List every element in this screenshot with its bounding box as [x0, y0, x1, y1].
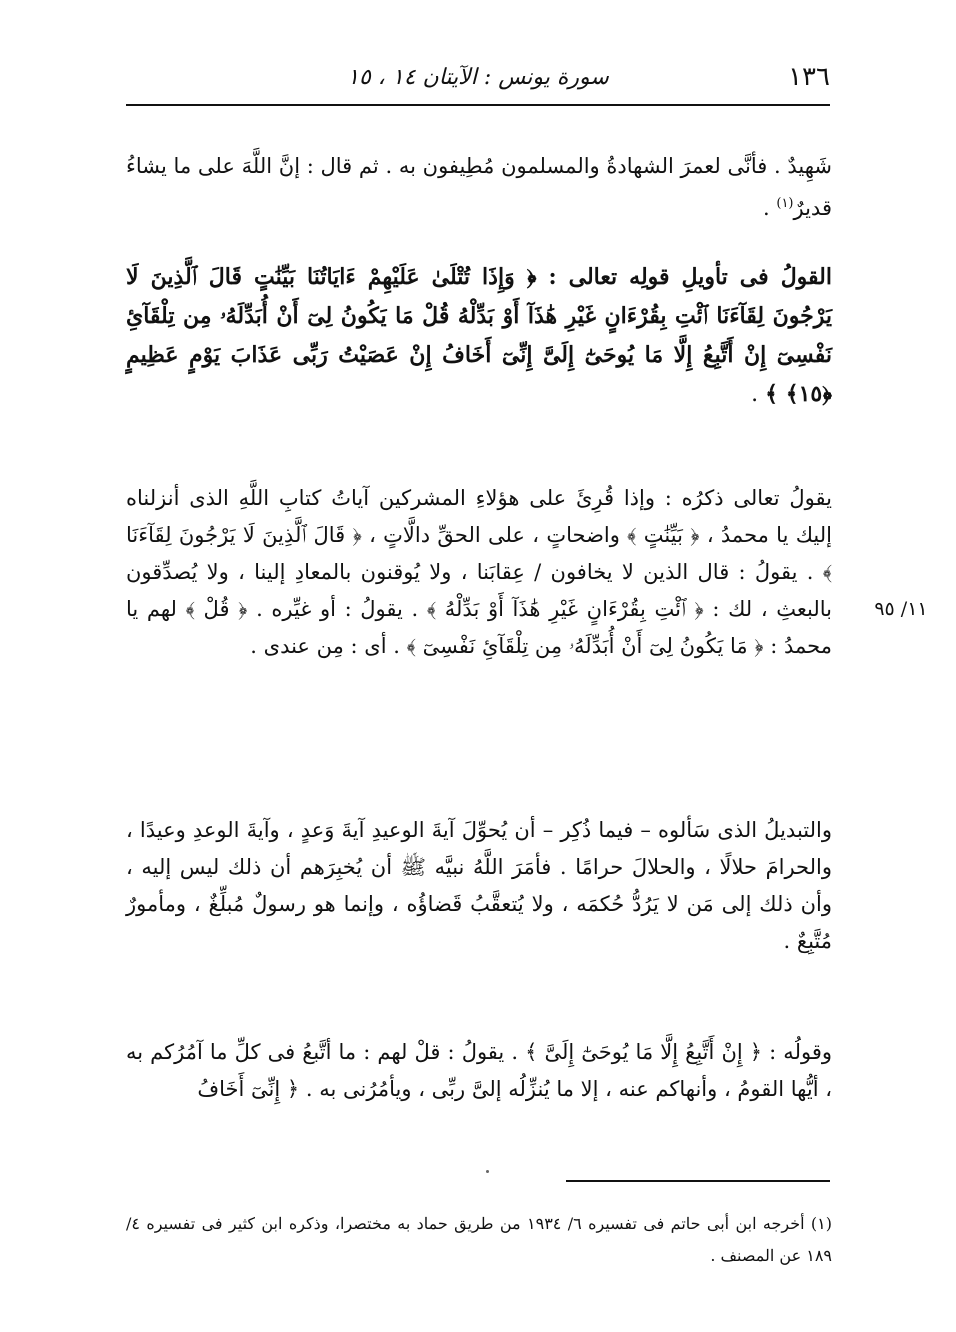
section-heading: القولُ فى تأويلِ قولِه تعالى : — [536, 264, 832, 290]
tafsir-heading-paragraph — [126, 258, 832, 414]
paragraph-3: يقولُ تعالى ذكرُه : وإذا قُرِئَ على هؤلاءِ المشركين آياتُ كتابِ اللَّهِ الذى أنزلناه إليك يا محمدُ ، ﴿ بَيِّنَٰتٍ ﴾ واضحاتٍ ، على الحقِّ دالَّاتٍ ، ﴿ قَالَ ٱلَّذِينَ لَا يَرْجُونَ لِقَآءَنَا ﴾ . يقولُ : قال الذين لا يخافون / عِقابَنا ، ولا يُوقنون بالمعادِ إلينا ، ولا يُصدِّقون بالبعثِ ، لك : ﴿ ٱئْتِ بِقُرْءَانٍ غَيْرِ هَٰذَآ أَوْ بَدِّلْهُ ﴾ . يقولُ : أو غيِّره . ﴿ قُلْ ﴾ لهم يا محمدُ : ﴿ مَا يَكُونُ لِىٓ أَنْ أُبَدِّلَهُۥ مِن تِلْقَآئِ نَفْسِىٓ ﴾ . أى : مِن عندى . — [126, 486, 832, 658]
page-header — [126, 50, 830, 104]
paragraph-4: والتبديلُ الذى سَألوه – فيما ذُكِر – أن يُحوِّلَ آيةَ الوعيدِ آيةَ وَعدٍ ، وآيةَ الوعدِ وعيدًا ، والحرامَ حلالًا ، والحلالَ حرامًا . فأمَرَ اللَّهُ نبيَّه ﷺ أن يُخبِرَهم أن ذلك ليس إليه ، وأن ذلك إلى مَن لا يَرُدُّ حُكمَه ، ولا يُتعقَّبُ قَضاؤُه ، وإنما هو رسولٌ مُبلِّغٌ ، ومأمورٌ مُتَّبِعٌ . — [126, 818, 832, 953]
footnote-rule — [566, 1180, 830, 1182]
running-title: سورة يونس : الآيتان ١٤ ، ١٥ — [347, 64, 609, 90]
footnote-ref-1: (١) — [776, 196, 794, 211]
heading-paragraph-tail: . — [751, 382, 766, 407]
quran-verse: ﴿ وَإِذَا تُتْلَىٰ عَلَيْهِمْ ءَايَاتُنَا بَيِّنَٰتٍ قَالَ ٱلَّذِينَ لَا يَرْجُونَ لِقَآءَنَا ٱئْتِ بِقُرْءَانٍ غَيْرِ هَٰذَآ أَوْ بَدِّلْهُ قُلْ مَا يَكُونُ لِىٓ أَنْ أُبَدِّلَهُۥ مِن تِلْقَآئِ نَفْسِىٓ إِنْ أَتَّبِعُ إِلَّا مَا يُوحَىٰٓ إِلَىَّ إِنِّىٓ أَخَافُ إِنْ عَصَيْتُ رَبِّى عَذَابَ يَوْمٍ عَظِيمٍ ﴿١٥﴾ ﴾ — [126, 264, 832, 407]
paragraph-1-tail: . — [763, 196, 777, 220]
header-rule — [126, 104, 830, 106]
paragraph-1 — [126, 148, 832, 227]
stray-dot — [486, 1170, 489, 1173]
footnotes — [126, 1208, 832, 1272]
page-number: ١٣٦ — [788, 62, 830, 92]
footnote-1: (١) أخرجه ابن أبى حاتم فى تفسيره ٦/ ١٩٣٤ من طريق حماد به مختصرا، وذكره ابن كثير فى تفسيره ٤/ ١٨٩ عن المصنف . — [126, 1214, 833, 1265]
paragraph-5: وقولُه : ﴿ إِنْ أَتَّبِعُ إِلَّا مَا يُوحَىٰٓ إِلَىَّ ﴾ . يقولُ : قلْ لهم : ما أتَّبعُ فى كلِّ ما آمُرُكم به ، أيُّها القومُ ، وأنهاكم عنه ، إلا ما يُنزِّلُه إلىَّ ربِّى ، ويأمُرُنى به . ﴿ إِنِّىٓ أَخَافُ — [126, 1040, 832, 1101]
paragraph-1-text: شَهِيدٌ . فأنَّى لعمرَ الشهادةُ والمسلمون مُطِيفون به . ثم قال : إنَّ اللَّهَ على ما يشاءُ قديرٌ — [126, 154, 832, 220]
marginal-reference: ١١/ ٩٥ — [874, 598, 928, 620]
